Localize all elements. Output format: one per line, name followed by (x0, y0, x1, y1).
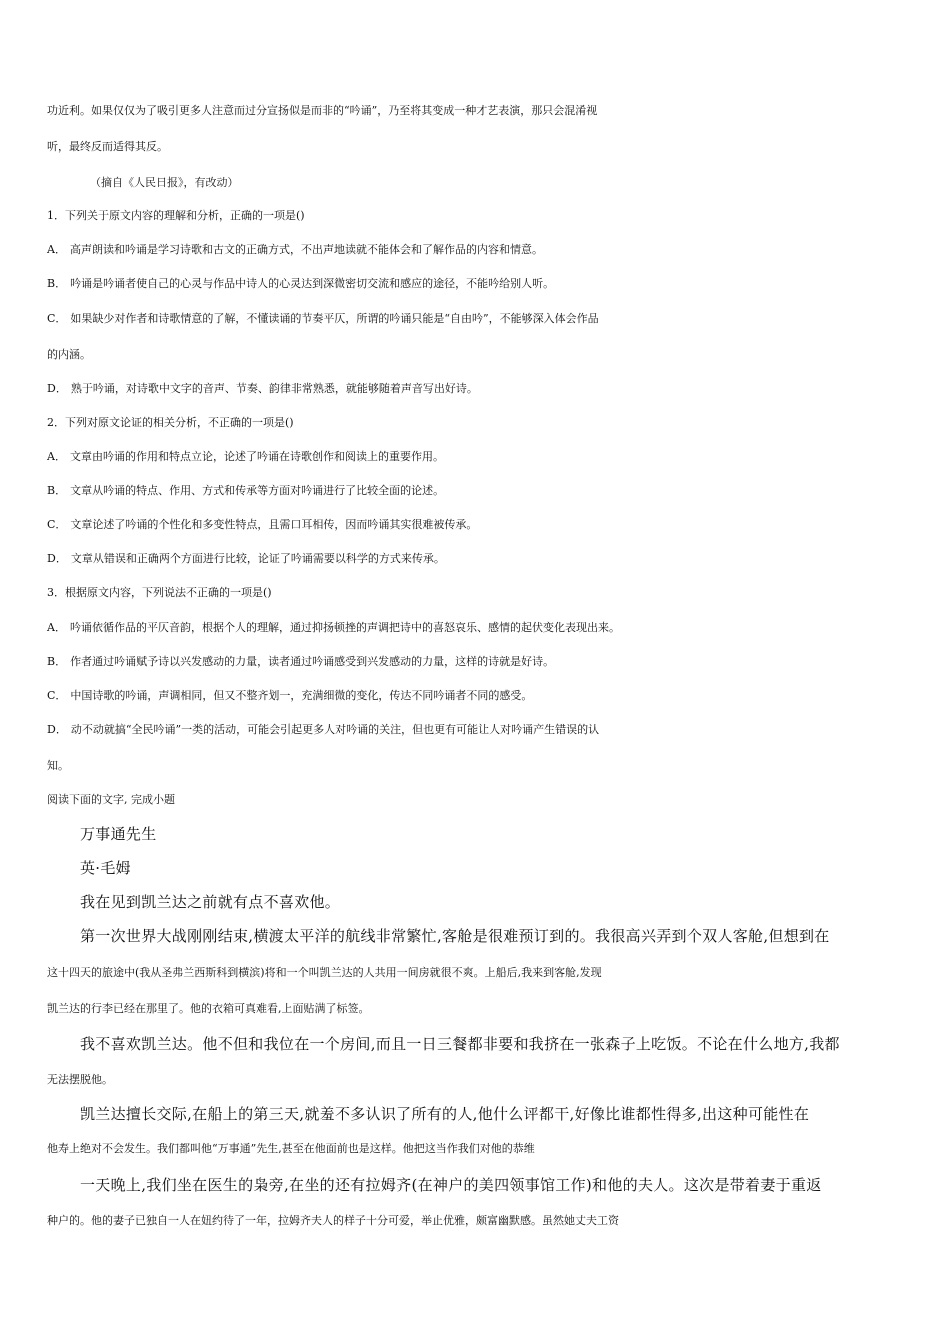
option-label: A． (47, 621, 66, 634)
paragraph-3-line-1: 我不喜欢凯兰达。他不但和我位在一个房间,而且一日三餐都非要和我挤在一张森子上吃饭。不论在什么地方,我都 (80, 1035, 840, 1053)
paragraph-5-line-1: 一天晚上,我们坐在医生的枭旁,在坐的还有拉姆齐(在神户的美四领事馆工作)和他的夫人。这次是带着妻于重返 (80, 1176, 822, 1194)
question-3-option-d-continued: 知。 (47, 759, 69, 772)
option-text: 吟诵是吟诵者使自己的心灵与作品中诗人的心灵达到深微密切交流和感应的途径，不能吟给别人听。 (70, 277, 555, 290)
question-2-option-a (47, 447, 907, 467)
option-text: 文章论述了吟诵的个性化和多变性特点，且需口耳相传，因而吟诵其实很难被传承。 (70, 518, 478, 531)
question-3-option-a (47, 618, 907, 638)
source-citation: （摘自《人民日报》，有改动） (90, 176, 239, 189)
option-label: D． (47, 552, 67, 565)
question-2-option-b (47, 481, 907, 501)
option-text: 中国诗歌的吟诵，声调相同，但又不整齐划一，充满细微的变化，传达不同吟诵者不同的感受。 (70, 689, 533, 702)
question-3-option-b (47, 652, 907, 672)
question-1-option-c-continued: 的内涵。 (47, 348, 91, 361)
option-label: D． (47, 723, 67, 736)
option-text: 熟于吟诵，对诗歌中文字的音声、节奏、韵律非常熟悉，就能够随着声音写出好诗。 (70, 382, 478, 395)
paragraph-4-line-2: 他寿上绝对不会发生。我们都叫他“万事通”先生,甚至在他面前也是这样。他把这当作我们对他的恭维 (47, 1142, 535, 1155)
question-1-option-c (47, 309, 907, 329)
intro-line-2: 听，最终反而适得其反。 (47, 140, 168, 153)
question-3-option-d (47, 720, 907, 740)
option-label: B． (47, 277, 67, 290)
option-text: 动不动就搞“全民吟诵”一类的活动，可能会引起更多人对吟诵的关注，但也更有可能让人对吟诵产生错误的认 (70, 723, 600, 736)
paragraph-2-line-1: 第一次世界大战刚刚结束,横渡太平洋的航线非常繁忙,客舱是很难预订到的。我很高兴弄到个双人客舱,但想到在 (80, 927, 830, 945)
paragraph-2-line-2: 这十四天的旅途中(我从圣弗兰西斯科到横滨)将和一个叫凯兰达的人共用一间房就很不爽。上船后,我来到客舱,发现 (47, 966, 602, 979)
option-text: 文章由吟诵的作用和特点立论，论述了吟诵在诗歌创作和阅读上的重要作用。 (69, 450, 444, 463)
option-text: 吟诵依循作品的平仄音韵，根据个人的理解，通过抑扬顿挫的声调把诗中的喜怒哀乐、感情的起伏变化表现出来。 (69, 621, 620, 634)
question-2-option-c (47, 515, 907, 535)
paragraph-4-line-1: 凯兰达擅长交际,在船上的第三天,就羞不多认识了所有的人,他什么评都干,好像比谁都性得多,出这种可能性在 (80, 1105, 810, 1123)
question-3-stem: 3．根据原文内容，下列说法不正确的一项是() (47, 586, 272, 599)
option-label: C． (47, 312, 67, 325)
story-author: 英·毛姆 (80, 859, 131, 877)
option-text: 如果缺少对作者和诗歌情意的了解，不懂读诵的节奏平仄，所谓的吟诵只能是“自由吟”，不能够深入体会作品 (70, 312, 599, 325)
paragraph-1: 我在见到凯兰达之前就有点不喜欢他。 (80, 893, 341, 911)
option-label: B． (47, 484, 67, 497)
story-title: 万事通先生 (80, 825, 157, 843)
question-3-option-c (47, 686, 907, 706)
intro-line-1: 功近利。如果仅仅为了吸引更多人注意而过分宣扬似是而非的“吟诵”，乃至将其变成一种才艺表演，那只会混淆视 (47, 104, 598, 117)
option-label: D． (47, 382, 67, 395)
option-label: C． (47, 518, 67, 531)
question-2-option-d (47, 549, 907, 569)
option-text: 文章从错误和正确两个方面进行比较，论证了吟诵需要以科学的方式来传承。 (70, 552, 445, 565)
option-text: 文章从吟诵的特点、作用、方式和传承等方面对吟诵进行了比较全面的论述。 (70, 484, 445, 497)
option-text: 作者通过吟诵赋予诗以兴发感动的力量，读者通过吟诵感受到兴发感动的力量，这样的诗就是好诗。 (70, 655, 555, 668)
question-2-stem: 2．下列对原文论证的相关分析，不正确的一项是() (47, 416, 294, 429)
paragraph-5-line-2: 种户的。他的妻子已独自一人在妞约待了一年，拉姆齐夫人的样子十分可爱，举止优雅，颇富幽默感。虽然她丈夫工资 (47, 1214, 619, 1227)
option-label: A． (47, 243, 66, 256)
reading-instruction: 阅读下面的文字, 完成小题 (47, 793, 175, 806)
question-1-stem: 1．下列关于原文内容的理解和分析，正确的一项是() (47, 209, 305, 222)
question-1-option-d (47, 379, 907, 399)
paragraph-3-line-2: 无法摆脱他。 (47, 1073, 113, 1086)
option-label: C． (47, 689, 67, 702)
paragraph-2-line-3: 凯兰达的行李已经在那里了。他的衣箱可真难看,上面贴满了标签。 (47, 1002, 370, 1015)
option-label: B． (47, 655, 67, 668)
question-1-option-a (47, 240, 907, 260)
option-text: 高声朗读和吟诵是学习诗歌和古文的正确方式，不出声地读就不能体会和了解作品的内容和情意。 (69, 243, 543, 256)
question-1-option-b (47, 274, 907, 294)
option-label: A． (47, 450, 66, 463)
